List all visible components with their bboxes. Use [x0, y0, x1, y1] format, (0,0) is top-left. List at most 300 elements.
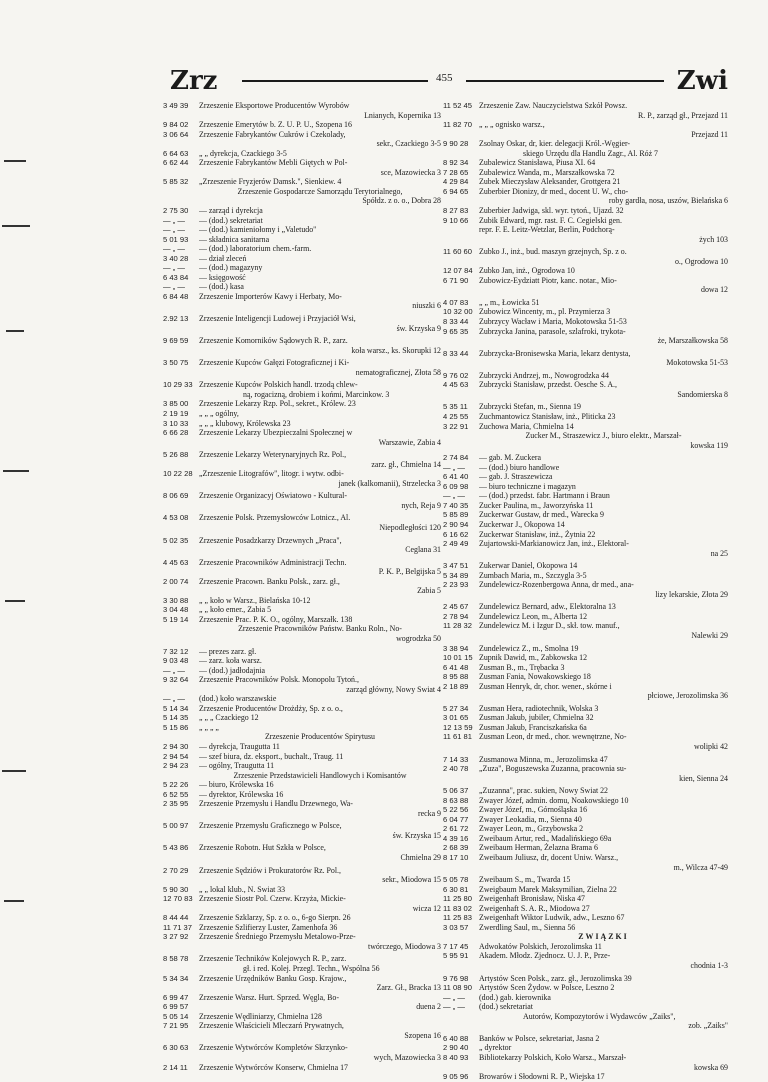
directory-entry [443, 580, 728, 590]
phone-number: 11 25 80 [443, 894, 472, 904]
entry-text: Autorów, Kompozytorów i Wydawców „Zaiks", [523, 1011, 676, 1021]
directory-entry [443, 942, 728, 952]
directory-entry [443, 216, 728, 226]
phone-number: 11 61 81 [443, 732, 472, 742]
entry-text: — (dod.) jadłodajnia [199, 665, 265, 675]
directory-entry [163, 523, 441, 533]
phone-number: 5 14 35 [163, 713, 189, 723]
entry-text: Akadem. Młodz. Zjednocz. U. J. P., Prze- [479, 951, 611, 961]
entry-text: wolipki 42 [694, 742, 728, 751]
directory-entry [443, 805, 728, 815]
entry-text: Zuckerwar Gustaw, dr med., Warecka 9 [479, 510, 604, 520]
entry-text: Zusman B., m., Trębacka 3 [479, 662, 565, 672]
entry-text: Zrzeszenie Emerytów b. Z. U. P. U., Szopena 16 [199, 120, 352, 130]
directory-entry [163, 586, 441, 596]
directory-entry [163, 656, 441, 666]
entry-text: Zusman Jakub, jubiler, Chmielna 32 [479, 713, 594, 723]
phone-number: 2 00 74 [163, 576, 189, 586]
entry-text: Zucker M., Straszewicz J., biuro elektr., Marszał- [525, 431, 682, 441]
directory-entry [163, 605, 441, 615]
phone-number: — „ — [163, 282, 185, 292]
directory-entry [163, 1021, 441, 1031]
phone-number: 4 53 08 [163, 513, 189, 523]
directory-entry [443, 974, 728, 984]
directory-entry [163, 399, 441, 409]
directory-entry [163, 885, 441, 895]
phone-number [163, 438, 199, 448]
directory-entry [163, 723, 441, 733]
entry-text: Zuberbier Jadwiga, skl. wyr. tytoń., Ujazd. 32 [479, 206, 624, 216]
phone-number: 10 29 33 [163, 380, 193, 390]
directory-entry [163, 1012, 441, 1022]
entry-text: „ „ lokal klub., N. Swiat 33 [199, 884, 286, 894]
entry-text: Zrzeszenie Fabrykantów Cukrów i Czekolady, [199, 129, 346, 139]
directory-entry [443, 764, 728, 774]
phone-number: 9 76 98 [443, 973, 469, 983]
directory-entry [163, 761, 441, 771]
phone-number: 5 15 86 [163, 722, 189, 732]
phone-number: 5 22 26 [163, 780, 189, 790]
directory-entry [443, 371, 728, 381]
phone-number: 8 33 44 [443, 317, 469, 327]
directory-entry [443, 843, 728, 853]
directory-entry [163, 932, 441, 942]
directory-entry [443, 549, 728, 559]
phone-number: 8 17 10 [443, 853, 469, 863]
phone-number: 7 32 12 [163, 646, 189, 656]
phone-number: — „ — [443, 992, 465, 1002]
entry-text: — (dod.) kasa [199, 282, 244, 292]
phone-number: 11 08 90 [443, 983, 472, 993]
phone-number: 4 45 63 [443, 380, 469, 390]
entry-text: (dod.) sekretariat [479, 1002, 533, 1012]
entry-text: Zrzeszenie Pracowników Polsk. Monopolu Tytoń., [199, 675, 359, 685]
phone-number: 9 65 35 [443, 326, 469, 336]
phone-number: 2 35 95 [163, 799, 189, 809]
phone-number: 9 10 66 [443, 215, 469, 225]
entry-text: — gab. M. Zuckera [479, 453, 542, 463]
entry-text: zob. „Zaiks" [688, 1021, 728, 1031]
entry-text: wych, Mazowiecka 3 [373, 1052, 441, 1062]
directory-entry [163, 596, 441, 606]
entry-text: ną, rogacizną, drobiem i końmi, Marcinkow. 3 [243, 389, 390, 399]
directory-entry [443, 691, 728, 701]
entry-text: — (dod.) kamieniołomy i „Valetudo" [199, 225, 317, 235]
phone-number: 6 84 48 [163, 291, 189, 301]
directory-entry [163, 390, 441, 400]
entry-text: „Zrzeszenie Litografów", litogr. i wytw. odbi- [199, 469, 344, 479]
entry-text: „Zuza", Boguszewska Zuzanna, pracownia su- [479, 764, 627, 774]
phone-number: 3 22 91 [443, 421, 469, 431]
directory-entry [163, 954, 441, 964]
entry-text: Zweibaum Herman, Żelazna Brama 6 [479, 843, 598, 853]
directory-entry [163, 428, 441, 438]
entry-text: Zubowicz Wincenty, m., pl. Przymierza 3 [479, 307, 611, 317]
phone-number [163, 1031, 199, 1041]
phone-number [163, 771, 199, 781]
directory-entry [443, 1021, 728, 1031]
directory-entry [443, 422, 728, 432]
directory-entry [163, 491, 441, 501]
phone-number: 6 30 81 [443, 884, 469, 894]
phone-number [163, 624, 199, 634]
directory-entry [163, 799, 441, 809]
directory-entry [163, 752, 441, 762]
directory-entry [163, 913, 441, 923]
entry-text: Zweigenhaft S. A. R., Miodowa 27 [479, 903, 590, 913]
phone-number: 11 28 32 [443, 621, 472, 631]
entry-text: Zusmanowa Minna, m., Jerozolimska 47 [479, 754, 608, 764]
entry-text: „ „ „ ogólny, [199, 408, 239, 418]
phone-number: 3 49 39 [163, 101, 189, 110]
phone-number: 2 45 67 [443, 602, 469, 612]
entry-text: Zrzeszenie Importerów Kawy i Herbaty, Mo- [199, 291, 342, 301]
header-left-guideword: Zrz [170, 66, 218, 96]
entry-text: lizy lekarskie, Złota 29 [655, 589, 728, 599]
directory-entry [163, 130, 441, 140]
entry-text: Chmielna 29 [400, 853, 441, 863]
entry-text: Zubrzycka Janina, parasole, szlafroki, trykota- [479, 326, 626, 336]
phone-number [163, 196, 199, 206]
entry-text: Zrzeszenie Posadzkarzy Drzewnych „Praca", [199, 535, 342, 545]
phone-number: 8 40 93 [443, 1052, 469, 1062]
directory-entry [163, 983, 441, 993]
directory-entry [443, 247, 728, 257]
directory-entry [163, 923, 441, 933]
phone-number: 2 40 78 [443, 764, 469, 774]
phone-number [443, 774, 479, 784]
entry-text: — dyrekcja, Traugutta 11 [199, 742, 280, 751]
phone-number: 5 19 14 [163, 614, 189, 624]
entry-text: płciowe, Jerozolimska 36 [647, 691, 728, 701]
phone-number [163, 368, 199, 378]
directory-entry [443, 196, 728, 206]
directory-entry [163, 177, 441, 187]
directory-entry [443, 380, 728, 390]
directory-entry [163, 168, 441, 178]
entry-text: Zrzeszenie Fabrykantów Mebli Giętych w Pol- [199, 158, 348, 168]
entry-text: Zubalewicz Stanisława, Piusa XI. 64 [479, 158, 596, 168]
directory-entry [163, 853, 441, 863]
directory-entry [443, 130, 728, 140]
directory-entry [163, 742, 441, 752]
phone-number: 5 35 11 [443, 402, 468, 412]
entry-text: Zrzeszenie Średniego Przemysłu Metalowo-Prze- [199, 932, 356, 942]
phone-number: 5 05 78 [443, 875, 469, 885]
entry-text: Zubko J., inż., bud. maszyn grzejnych, Sp. z o. [479, 247, 627, 257]
entry-text: Zweigenhaft Wiktor Ludwik, adw., Leszno 67 [479, 913, 625, 923]
entry-text: dowa 12 [701, 285, 728, 295]
entry-text: św. Krzyska 15 [392, 830, 441, 840]
entry-text: — prezes zarz. gł. [199, 646, 257, 656]
entry-text: Zrzeszenie Lekarzy Ubezpieczalni Społecznej w [199, 428, 353, 438]
entry-text: wicza 12 [412, 903, 441, 913]
phone-number: 2 75 30 [163, 206, 189, 216]
phone-number: 3 10 33 [163, 418, 189, 428]
directory-entry [443, 158, 728, 168]
entry-text: Zwerdling Saul, m., Sienna 56 [479, 922, 576, 932]
phone-number: 2 19 19 [163, 408, 189, 418]
directory-entry [443, 961, 728, 971]
directory-entry [163, 479, 441, 489]
directory-entry [443, 863, 728, 873]
entry-text: Mokotowska 51-53 [666, 358, 728, 368]
phone-number: 2 78 94 [443, 611, 469, 621]
phone-number: 4 45 63 [163, 557, 189, 567]
phone-number: 11 25 83 [443, 913, 472, 923]
entry-text: Ceglana 31 [405, 545, 441, 555]
directory-entry [163, 460, 441, 470]
directory-entry [163, 821, 441, 831]
entry-text: Niepodległości 120 [379, 522, 441, 532]
phone-number: 9 84 02 [163, 120, 189, 130]
phone-number [443, 863, 479, 873]
directory-entry [163, 894, 441, 904]
directory-entry [443, 663, 728, 673]
phone-number: 3 03 57 [443, 922, 469, 932]
directory-entry [443, 904, 728, 914]
phone-number [443, 1012, 479, 1022]
directory-entry [443, 327, 728, 337]
entry-text: — (dod.) przedst. fabr. Hartmann i Braun [479, 491, 610, 501]
directory-entry [163, 993, 441, 1003]
entry-text: twórczego, Miodowa 3 [368, 941, 441, 951]
phone-number: 5 34 89 [443, 570, 469, 580]
phone-number: 6 43 84 [163, 272, 189, 282]
phone-number [163, 168, 199, 178]
entry-text: Zweigenhaft Bronisław, Niska 47 [479, 894, 585, 904]
entry-text: (dod.) koło warszawskie [199, 694, 277, 704]
directory-entry [443, 453, 728, 463]
phone-number [443, 225, 479, 235]
entry-text: sekr., Miodowa 15 [382, 875, 441, 885]
entry-text: repr. F. E. Leitz-Wetzlar, Berlin, Podchorą- [479, 225, 615, 235]
directory-entry [443, 875, 728, 885]
entry-text: Zupnik Dawid, m., Zabkowska 12 [479, 653, 588, 663]
entry-text: Spółdz. z o. o., Dobra 28 [362, 196, 441, 206]
entry-text: — składnica sanitarna [199, 234, 270, 244]
entry-text: Zrzeszenie Pracowników Państw. Banku Roln., No- [238, 624, 402, 634]
phone-number: — „ — [163, 665, 185, 675]
phone-number: 7 21 95 [163, 1021, 189, 1031]
entry-text: Zrzeszenie Gospodarcze Samorządu Terytorialnego, [237, 186, 403, 196]
directory-entry [443, 390, 728, 400]
phone-number: 5 05 14 [163, 1011, 189, 1021]
entry-text: Szopena 16 [404, 1030, 441, 1040]
entry-text: „ „ m., Łowicka 51 [479, 297, 540, 307]
entry-text: Zundelewicz Bernard, adw., Elektoralna 13 [479, 602, 616, 612]
directory-entry [163, 225, 441, 235]
phone-number: 8 27 83 [443, 206, 469, 216]
entry-text: — zarząd i dyrekcja [199, 206, 263, 216]
phone-number [163, 1053, 199, 1063]
entry-text: „ „ koło emer., Zabia 5 [199, 605, 272, 615]
directory-entry [163, 282, 441, 292]
phone-number: 3 04 48 [163, 605, 189, 615]
phone-number: 5 85 32 [163, 177, 189, 187]
phone-number: 10 32 00 [443, 307, 473, 317]
entry-text: Zabia 5 [417, 586, 441, 596]
entry-text: — księgowość [199, 272, 246, 282]
phone-number: 5 26 88 [163, 450, 189, 460]
directory-entry [443, 815, 728, 825]
phone-number: — „ — [443, 1002, 465, 1012]
phone-number: 6 99 47 [163, 992, 189, 1002]
directory-entry [443, 520, 728, 530]
entry-text: Zrzeszenie Producentów Spirytusu [264, 732, 375, 742]
phone-number: 11 82 70 [443, 120, 472, 130]
directory-entry [443, 472, 728, 482]
phone-number: 2 70 29 [163, 865, 189, 875]
phone-number [443, 549, 479, 559]
entry-text: Zusman Fania, Nowakowskiego 18 [479, 672, 591, 682]
directory-entry [163, 438, 441, 448]
directory-entry [443, 923, 728, 933]
directory-entry [163, 336, 441, 346]
phone-number [163, 111, 199, 121]
directory-entry [443, 885, 728, 895]
phone-number: 8 95 88 [443, 672, 469, 682]
directory-entry [443, 853, 728, 863]
directory-entry [443, 317, 728, 327]
directory-entry [443, 755, 728, 765]
phone-number [163, 523, 199, 533]
entry-text: „Zrzeszenie Fryzjerów Damsk.", Sienkiew. 4 [199, 177, 342, 187]
entry-text: Nalewki 29 [691, 630, 728, 640]
entry-text: „ „ „ Czackiego 12 [199, 713, 259, 723]
entry-text: Zwayer Leokadia, m., Sienna 40 [479, 814, 582, 824]
phone-number [443, 932, 479, 942]
directory-entry [443, 834, 728, 844]
entry-text: Zujartowski-Markianowicz Jan, inż., Elektoral- [479, 539, 629, 549]
directory-entry [443, 894, 728, 904]
entry-text: „ „ dyrekcja, Czackiego 3-5 [199, 148, 287, 158]
directory-entry [443, 682, 728, 692]
entry-text: Zrzeszenie Pracowników Administracji Techn. [199, 557, 347, 567]
phone-number [163, 501, 199, 511]
directory-entry [163, 1053, 441, 1063]
directory-entry [443, 266, 728, 276]
header-rule-right [466, 80, 664, 82]
directory-entry [443, 412, 728, 422]
phone-number: 11 71 37 [163, 922, 192, 932]
phone-number: 3 50 75 [163, 358, 189, 368]
phone-number: 12 07 84 [443, 266, 473, 276]
directory-entry [443, 235, 728, 245]
directory-entry [163, 567, 441, 577]
directory-entry [163, 666, 441, 676]
entry-text: Zrzeszenie Wędliniarzy, Chmielna 128 [199, 1011, 322, 1021]
directory-entry [163, 314, 441, 324]
phone-number [163, 390, 199, 400]
directory-entry [163, 771, 441, 781]
page-number: 455 [436, 72, 453, 84]
directory-entry [443, 463, 728, 473]
phone-number [163, 964, 199, 974]
phone-number: 8 92 34 [443, 158, 469, 168]
header-rule-left [242, 80, 428, 82]
directory-entry [443, 993, 728, 1003]
phone-number: 3 27 92 [163, 932, 189, 942]
entry-text: Warszawie, Zabia 4 [378, 437, 441, 447]
phone-number: 3 40 28 [163, 253, 189, 263]
directory-entry [163, 675, 441, 685]
directory-entry [443, 402, 728, 412]
phone-number [163, 875, 199, 885]
entry-text: Zweibaum Juliusz, dr, docent Uniw. Warsz., [479, 853, 619, 863]
directory-entry [443, 149, 728, 159]
phone-number [163, 904, 199, 914]
entry-text: Zrzeszenie Lekarzy Rzp. Pol., sekret., Królew. 23 [199, 399, 356, 409]
phone-number: 2 94 54 [163, 751, 189, 761]
entry-text: niuszki 6 [412, 301, 441, 311]
directory-entry [443, 631, 728, 641]
phone-number: 6 40 88 [443, 1033, 469, 1043]
phone-number: 9 90 28 [443, 139, 469, 149]
entry-text: Browarów i Słodowni R. P., Wiejska 17 [479, 1072, 605, 1082]
entry-text: P. K. P., Belgijska 5 [378, 567, 441, 577]
entry-text: — szef biura, dz. eksport., buchalt., Traug. 11 [199, 751, 344, 761]
phone-number: 5 00 97 [163, 821, 189, 831]
directory-entry [443, 101, 728, 111]
phone-number [163, 732, 199, 742]
directory-entry [443, 561, 728, 571]
entry-text: — gab. J. Straszewicza [479, 472, 553, 482]
directory-entry [163, 732, 441, 742]
entry-text: Zrzeszenie Przemysłu Graficznego w Polsce, [199, 821, 342, 831]
entry-text: Zrzeszenie Kupców Polskich handl. trzodą chlew- [199, 380, 358, 390]
phone-number: 5 02 35 [163, 535, 189, 545]
directory-entry [163, 704, 441, 714]
entry-text: Zubko Jan, inż., Ogrodowa 10 [479, 266, 575, 276]
directory-entry [443, 602, 728, 612]
phone-number [443, 431, 479, 441]
directory-entry [163, 624, 441, 634]
entry-text: Zrzeszenie Robotn. Hut Szkła w Polsce, [199, 843, 326, 853]
entry-text: Zrzeszenie Właścicieli Mleczarń Prywatnych, [199, 1021, 344, 1031]
entry-text: „ „ „ ognisko warsz., [479, 120, 545, 130]
phone-number: 3 47 51 [443, 561, 469, 571]
phone-number [443, 235, 479, 245]
entry-text: żych 103 [699, 234, 728, 244]
entry-text: „ „ „ „ [199, 722, 219, 732]
directory-entry [163, 615, 441, 625]
directory-entry [163, 1002, 441, 1012]
entry-text: recka 9 [418, 808, 441, 818]
phone-number: 11 60 60 [443, 247, 472, 257]
phone-number: 11 52 45 [443, 101, 472, 110]
right-column [443, 101, 728, 1082]
phone-number [163, 324, 199, 334]
phone-number: 2 61 72 [443, 824, 469, 834]
entry-text: — (dod.) magazyny [199, 263, 263, 273]
directory-entry [163, 301, 441, 311]
entry-text: kowska 119 [690, 440, 728, 450]
directory-entry [443, 139, 728, 149]
phone-number: 5 01 93 [163, 234, 189, 244]
directory-entry [163, 790, 441, 800]
phone-number: 6 04 77 [443, 814, 469, 824]
entry-text: Zrzeszenie Eksportowe Producentów Wyrobów [199, 101, 350, 110]
entry-text: Zrzeszenie Siostr Pol. Czerw. Krzyża, Mickie- [199, 894, 346, 904]
entry-text: roby gardła, nosa, uszów, Bielańska 6 [608, 196, 728, 206]
entry-text: Zrzeszenie Szklarzy, Sp. z o. o., 6-go Sierpn. 26 [199, 913, 351, 923]
phone-number [163, 460, 199, 470]
directory-entry [163, 942, 441, 952]
entry-text: chodnia 1-3 [690, 961, 728, 971]
phone-number [443, 285, 479, 295]
directory-entry [163, 536, 441, 546]
